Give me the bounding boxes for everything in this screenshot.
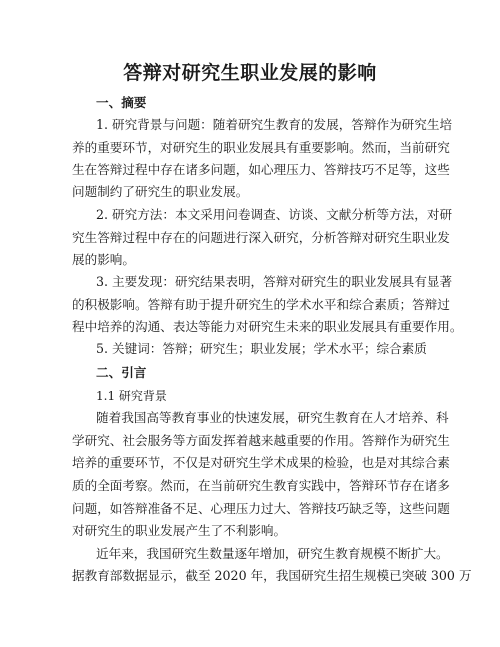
subheading-research-background: 1.1 研究背景 bbox=[96, 389, 167, 403]
abstract-p2-line3: 展的影响。 bbox=[72, 252, 135, 267]
abstract-p1-line2: 养的重要环节，对研究生的职业发展具有重要影响。然而，当前研究 bbox=[72, 140, 450, 155]
abstract-p3-line3: 程中培养的沟通、表达等能力对研究生未来的职业发展具有重要作用。 bbox=[72, 319, 463, 334]
intro-p1-line5: 问题，如答辩准备不足、心理压力过大、答辩技巧缺乏等，这些问题 bbox=[72, 501, 450, 516]
abstract-p1-line3: 生在答辩过程中存在诸多问题，如心理压力、答辩技巧不足等，这些 bbox=[72, 162, 450, 177]
intro-p2-line2: 据教育部数据显示，截至 2020 年，我国研究生招生规模已突破 300 万 bbox=[72, 568, 472, 583]
document-title: 答辩对研究生职业发展的影响 bbox=[123, 62, 377, 84]
intro-p1-line1: 随着我国高等教育事业的快速发展，研究生教育在人才培养、科 bbox=[96, 410, 449, 425]
intro-p1-line4: 质的全面考察。然而，在当前研究生教育实践中，答辩环节存在诸多 bbox=[72, 478, 450, 493]
abstract-keywords: 5. 关键词：答辩；研究生；职业发展；学术水平；综合素质 bbox=[96, 341, 427, 356]
intro-p1-line2: 学研究、社会服务等方面发挥着越来越重要的作用。答辩作为研究生 bbox=[72, 433, 450, 448]
abstract-p3-line1: 3. 主要发现：研究结果表明，答辩对研究生的职业发展具有显著 bbox=[96, 274, 453, 289]
intro-p1-line6: 对研究生的职业发展产生了不利影响。 bbox=[72, 523, 287, 538]
intro-p2-line1: 近年来，我国研究生数量逐年增加，研究生教育规模不断扩大。 bbox=[96, 546, 449, 561]
section-heading-abstract: 一、摘要 bbox=[96, 95, 147, 110]
intro-p1-line3: 培养的重要环节，不仅是对研究生学术成果的检验，也是对其综合素 bbox=[72, 455, 450, 470]
abstract-p3-line2: 的积极影响。答辩有助于提升研究生的学术水平和综合素质；答辩过 bbox=[72, 297, 450, 312]
abstract-p2-line2: 究生答辩过程中存在的问题进行深入研究，分析答辩对研究生职业发 bbox=[72, 230, 450, 245]
abstract-p2-line1: 2. 研究方法：本文采用问卷调查、访谈、文献分析等方法，对研 bbox=[96, 207, 453, 222]
abstract-p1-line1: 1. 研究背景与问题：随着研究生教育的发展，答辩作为研究生培 bbox=[96, 117, 453, 132]
section-heading-intro: 二、引言 bbox=[96, 365, 147, 380]
abstract-p1-line4: 问题制约了研究生的职业发展。 bbox=[72, 184, 249, 199]
